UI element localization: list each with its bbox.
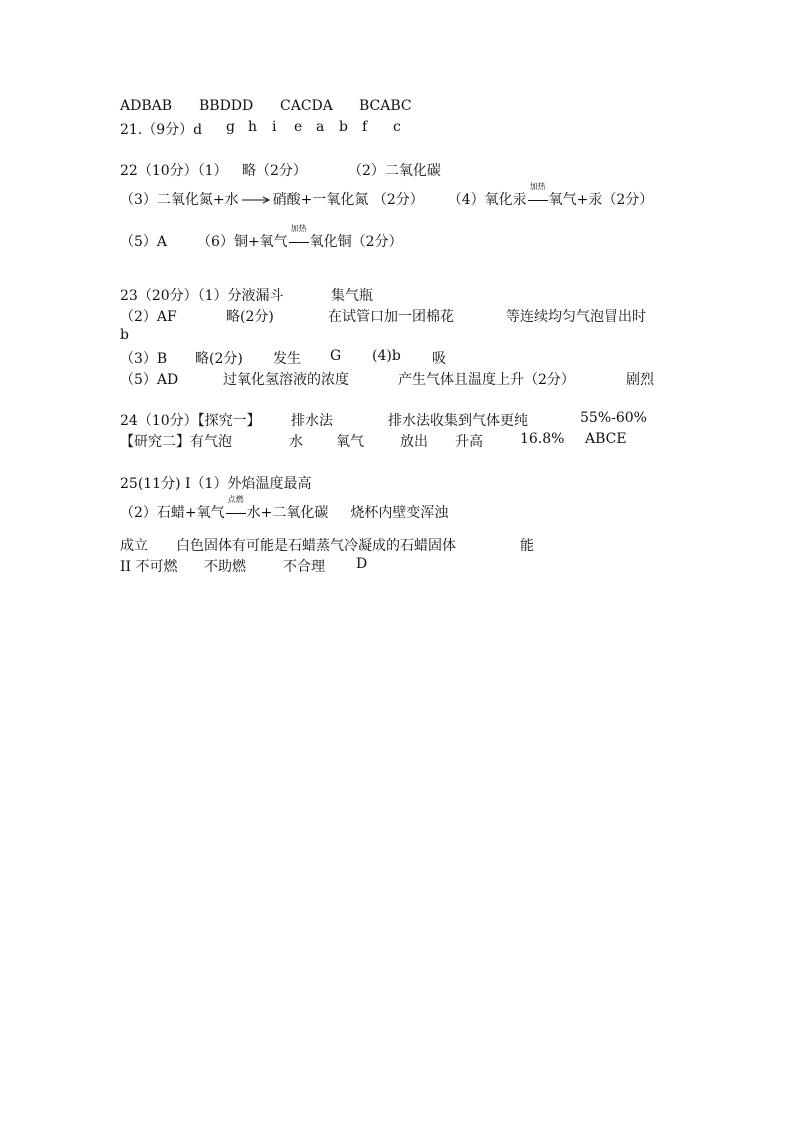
q22-label: 22（10分）（1）: [120, 163, 228, 179]
q23-5-answer: 产生气体且温度上升（2分）: [398, 372, 575, 388]
answer-group-4: BCABC: [359, 98, 412, 114]
q25-2-products: 水+二氧化碳: [246, 505, 329, 521]
q24-answer: 55%-60%: [580, 410, 647, 426]
q22-6-product: 氧化铜（2分）: [309, 234, 403, 250]
q22-equations: [120, 182, 654, 209]
q22-6-reactants: （6）铜+氧气: [197, 234, 288, 250]
q21-item: h: [248, 119, 258, 135]
q22-5-answer: （5）A: [120, 234, 168, 250]
answer-group-1: ADBAB: [120, 98, 173, 114]
condition-mark: [225, 495, 247, 522]
condition-mark: [527, 182, 549, 209]
q25-answer: 成立: [120, 538, 148, 554]
q21-label: 21.（9分）d: [120, 122, 203, 138]
q24-label: 24（10分）【探究一】: [120, 413, 261, 429]
q21-item: c: [393, 119, 401, 135]
q23-5-answer: 过氧化氢溶液的浓度: [223, 372, 349, 388]
q22-4-reactant: （4）氧化汞: [447, 192, 527, 208]
q25-ii-answer: II 不可燃: [120, 559, 178, 575]
q23-label: 23（20分）（1）分液漏斗: [120, 288, 284, 304]
q22-2-answer: （2）二氧化碳: [348, 163, 441, 179]
q25-answer: 能: [520, 538, 534, 554]
q23-4-answer: 吸: [432, 351, 446, 367]
q25-2-reactants: （2）石蜡+氧气: [120, 505, 225, 521]
q25-2-observation: 烧杯内壁变浑浊: [350, 505, 449, 521]
q24-research-label: 【研究二】有气泡: [120, 434, 232, 450]
q21-item: i: [272, 119, 277, 135]
answer-group-3: CACDA: [280, 98, 333, 114]
q23-2-answer: 在试管口加一团棉花: [328, 309, 454, 325]
q23-2-answer-b: b: [120, 327, 129, 343]
q25-label: 25(11分) I（1）外焰温度最高: [120, 476, 312, 492]
q25-ii-answer: 不助燃: [204, 559, 246, 575]
q23-1-answer: 集气瓶: [331, 288, 373, 304]
q25-ii-answer: 不合理: [283, 559, 325, 575]
q25-equation: [120, 495, 449, 522]
q22-3-reactants: （3）二氧化氮+水: [120, 192, 239, 208]
q25-answer: 白色固体有可能是石蜡蒸气冷凝成的石蜡固体: [176, 538, 456, 554]
q24-answer: 氧气: [336, 434, 364, 450]
arrow-icon: [241, 195, 271, 205]
q21-item: e: [294, 119, 303, 135]
q22-3-products: 硝酸+一氧化氮 （2分）: [272, 192, 424, 208]
q24-answer: 放出: [400, 434, 428, 450]
q24-answer: 排水法: [291, 413, 333, 429]
q23-2-label: （2）AF: [120, 309, 177, 325]
q23-3-label: （3）B: [120, 351, 168, 367]
q23-3-answer: 略(2分): [195, 351, 243, 367]
answer-group-2: BBDDD: [199, 98, 254, 114]
q21-item: g: [226, 119, 235, 135]
q24-answer: 水: [289, 434, 303, 450]
q21-item: f: [362, 119, 368, 135]
q23-5-answer: 剧烈: [626, 372, 654, 388]
q24-answer: 16.8%: [520, 431, 565, 447]
q23-5-label: （5）AD: [120, 372, 179, 388]
q23-2-answer: 略(2分): [226, 309, 274, 325]
q23-2-answer: 等连续均匀气泡冒出时: [506, 309, 646, 325]
q23-3-answer: G: [330, 348, 342, 364]
q24-answer: 排水法收集到气体更纯: [388, 413, 528, 429]
q21-item: a: [316, 119, 325, 135]
q22-1-answer: 略（2分）: [242, 163, 307, 179]
q23-4-label: (4)b: [372, 348, 401, 364]
q24-answer: ABCE: [585, 431, 627, 447]
condition-label: 点燃: [227, 495, 244, 504]
q22-4-products: 氧气+汞（2分）: [548, 192, 654, 208]
q23-3-answer: 发生: [273, 351, 301, 367]
q24-answer: 升高: [455, 434, 483, 450]
condition-label: 加热: [529, 182, 546, 191]
q21-item: b: [339, 119, 348, 135]
condition-label: 加热: [290, 224, 307, 233]
q22-5-6: [120, 224, 403, 251]
condition-mark: [288, 224, 310, 251]
q25-ii-answer: D: [356, 556, 368, 572]
